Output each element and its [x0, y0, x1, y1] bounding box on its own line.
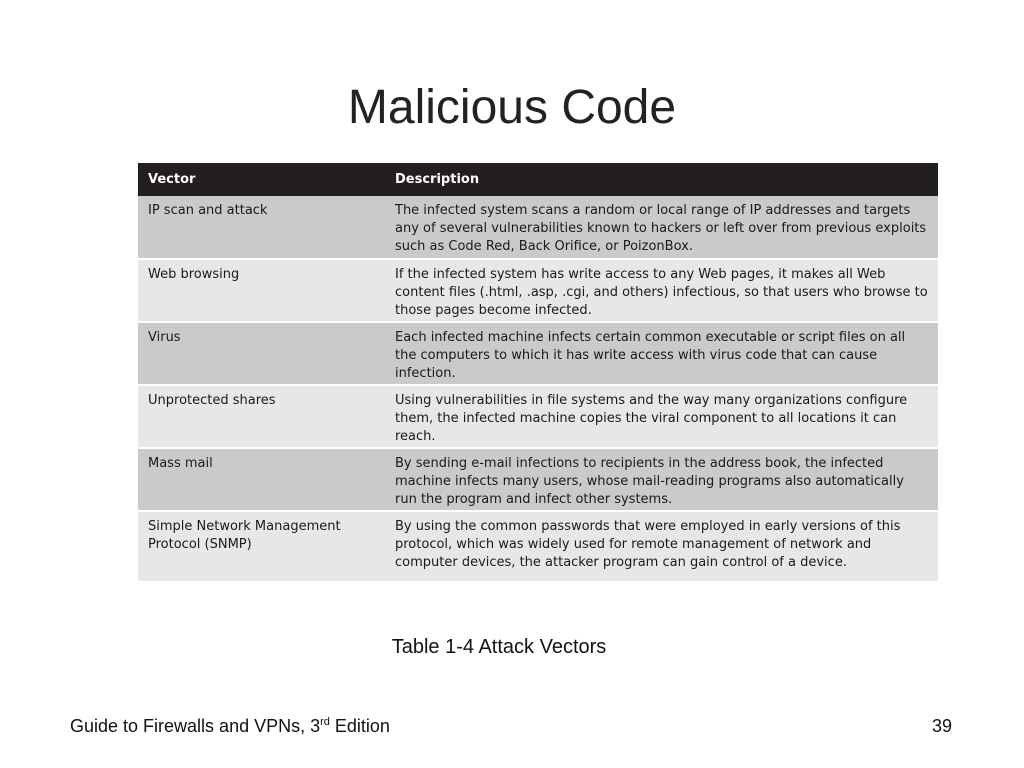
page-number: 39 [931, 716, 952, 736]
description-cell: By sending e-mail infections to recipients in the address book, the infected machine infects many users, whose mail-reading programs also automatically run the program and infect other systems. [385, 448, 938, 511]
table-row [138, 322, 938, 385]
table-header-row [138, 163, 938, 196]
table-row [138, 259, 938, 322]
attack-vectors-table-container [138, 163, 938, 581]
table-row [138, 196, 938, 259]
vector-cell: Web browsing [138, 259, 385, 322]
description-cell: Each infected machine infects certain common executable or script files on all the computers to which it has write access with virus code that can cause infection. [385, 322, 938, 385]
vector-cell: Unprotected shares [138, 385, 385, 448]
table-row [138, 448, 938, 511]
column-header-vector: Vector [138, 163, 385, 196]
description-cell: If the infected system has write access to any Web pages, it makes all Web content files (.html, .asp, .cgi, and others) infectious, so that users who browse to those pages become infected. [385, 259, 938, 322]
book-title-ordinal-suffix: rd [320, 716, 330, 728]
vector-cell: IP scan and attack [138, 196, 385, 259]
vector-cell: Virus [138, 322, 385, 385]
description-cell: Using vulnerabilities in file systems and the way many organizations configure them, the infected machine copies the viral component to all locations it can reach. [385, 385, 938, 448]
vector-cell: Mass mail [138, 448, 385, 511]
table-row [138, 511, 938, 581]
description-cell: The infected system scans a random or local range of IP addresses and targets any of several vulnerabilities known to hackers or left over from previous exploits such as Code Red, Back Orifice, or PoizonBox. [385, 196, 938, 259]
table-caption: Table 1-4 Attack Vectors [391, 636, 607, 658]
book-title-suffix: Edition [329, 716, 390, 736]
table-row [138, 385, 938, 448]
footer-book-title [70, 716, 390, 737]
vector-cell: Simple Network Management Protocol (SNMP) [138, 511, 385, 581]
table-body [138, 196, 938, 581]
attack-vectors-table [138, 163, 938, 581]
book-title-prefix: Guide to Firewalls and VPNs, 3 [70, 716, 321, 736]
column-header-description: Description [385, 163, 938, 196]
description-cell: By using the common passwords that were employed in early versions of this protocol, which was widely used for remote management of network and computer devices, the attacker program can gain control of a device. [385, 511, 938, 581]
slide-title: Malicious Code [347, 81, 677, 134]
table-header [138, 163, 938, 196]
